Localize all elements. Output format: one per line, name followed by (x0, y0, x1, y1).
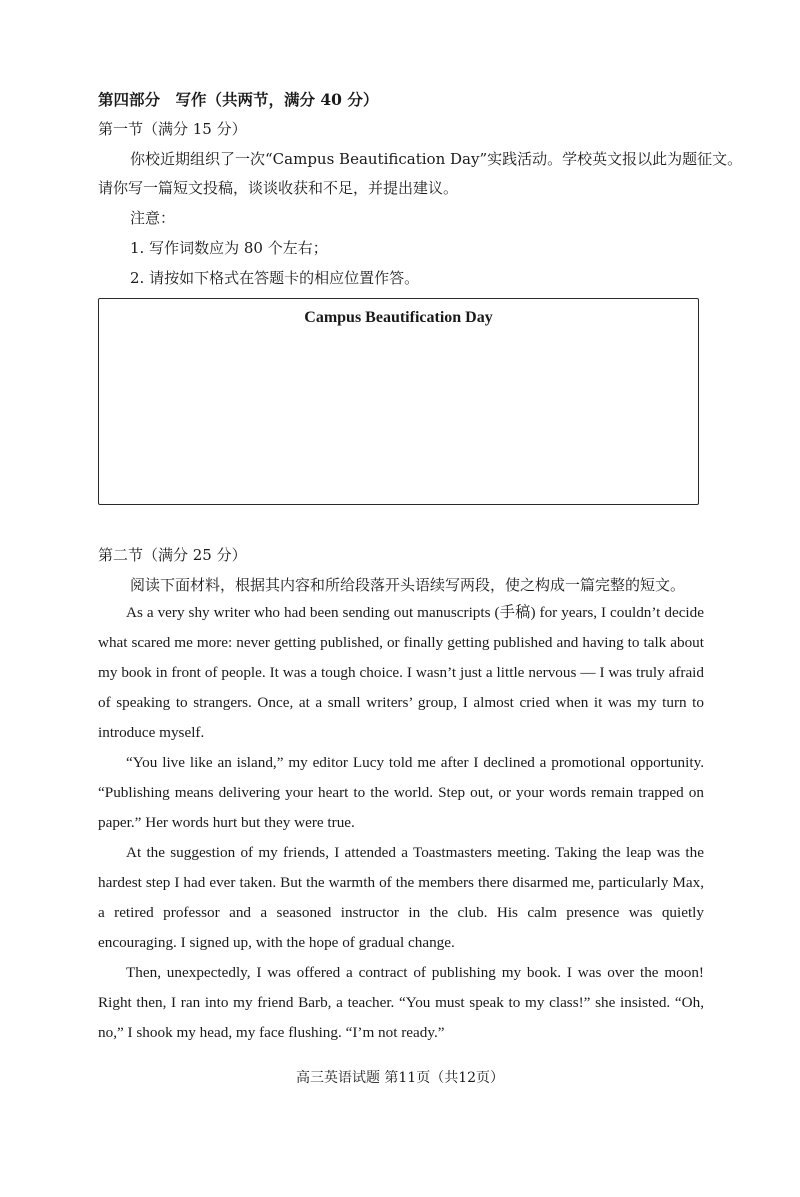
note-item-1: 1. 写作词数应为 80 个左右； (130, 239, 328, 257)
part-title: 第四部分 写作（共两节，满分 40 分） (98, 90, 379, 109)
answer-box (98, 298, 699, 505)
passage-paragraph: At the suggestion of my friends, I attended a Toastmasters meeting. Taking the leap was the hardest step I had ever taken. But the warmth of the members there disarmed me, particularly Max, a retired professor and a seasoned instructor in the club. His calm presence was quietly encouraging. I signed up, with the hope of gradual change. (98, 844, 704, 951)
reading-passage (98, 598, 704, 1048)
passage-paragraph: As a very shy writer who had been sending out manuscripts (手稿) for years, I couldn’t decide what scared me more: never getting published, or finally getting published and having to talk about my book in front of people. It was a tough choice. I wasn’t just a little nervous — I was truly afraid of speaking to strangers. Once, at a small writers’ group, I almost cried when it was my turn to introduce myself. (98, 604, 704, 741)
note-label: 注意： (130, 209, 176, 227)
answer-box-title: Campus Beautification Day (304, 309, 493, 326)
section1-prompt-line1: 你校近期组织了一次“Campus Beautification Day”实践活动。学校英文报以此为题征文。 (130, 150, 743, 168)
note-item-2: 2. 请按如下格式在答题卡的相应位置作答。 (130, 269, 420, 287)
passage-paragraph: “You live like an island,” my editor Lucy told me after I declined a promotional opportunity. “Publishing means delivering your heart to the world. Step out, or your words remain trapped on paper.” Her words hurt but they were true. (98, 754, 704, 831)
section1-prompt-line2: 请你写一篇短文投稿，谈谈收获和不足，并提出建议。 (98, 179, 459, 197)
section1-title: 第一节（满分 15 分） (98, 120, 247, 138)
page-footer: 高三英语试题 第11页（共12页） (295, 1070, 505, 1086)
passage-paragraph: Then, unexpectedly, I was offered a contract of publishing my book. I was over the moon! Right then, I ran into my friend Barb, a teacher. “You must speak to my class!” she insisted. “Oh, no,” I shook my head, my face flushing. “I’m not ready.” (98, 964, 704, 1041)
section2-title: 第二节（满分 25 分） (98, 546, 247, 564)
section2-instruction: 阅读下面材料，根据其内容和所给段落开头语续写两段，使之构成一篇完整的短文。 (130, 576, 686, 594)
